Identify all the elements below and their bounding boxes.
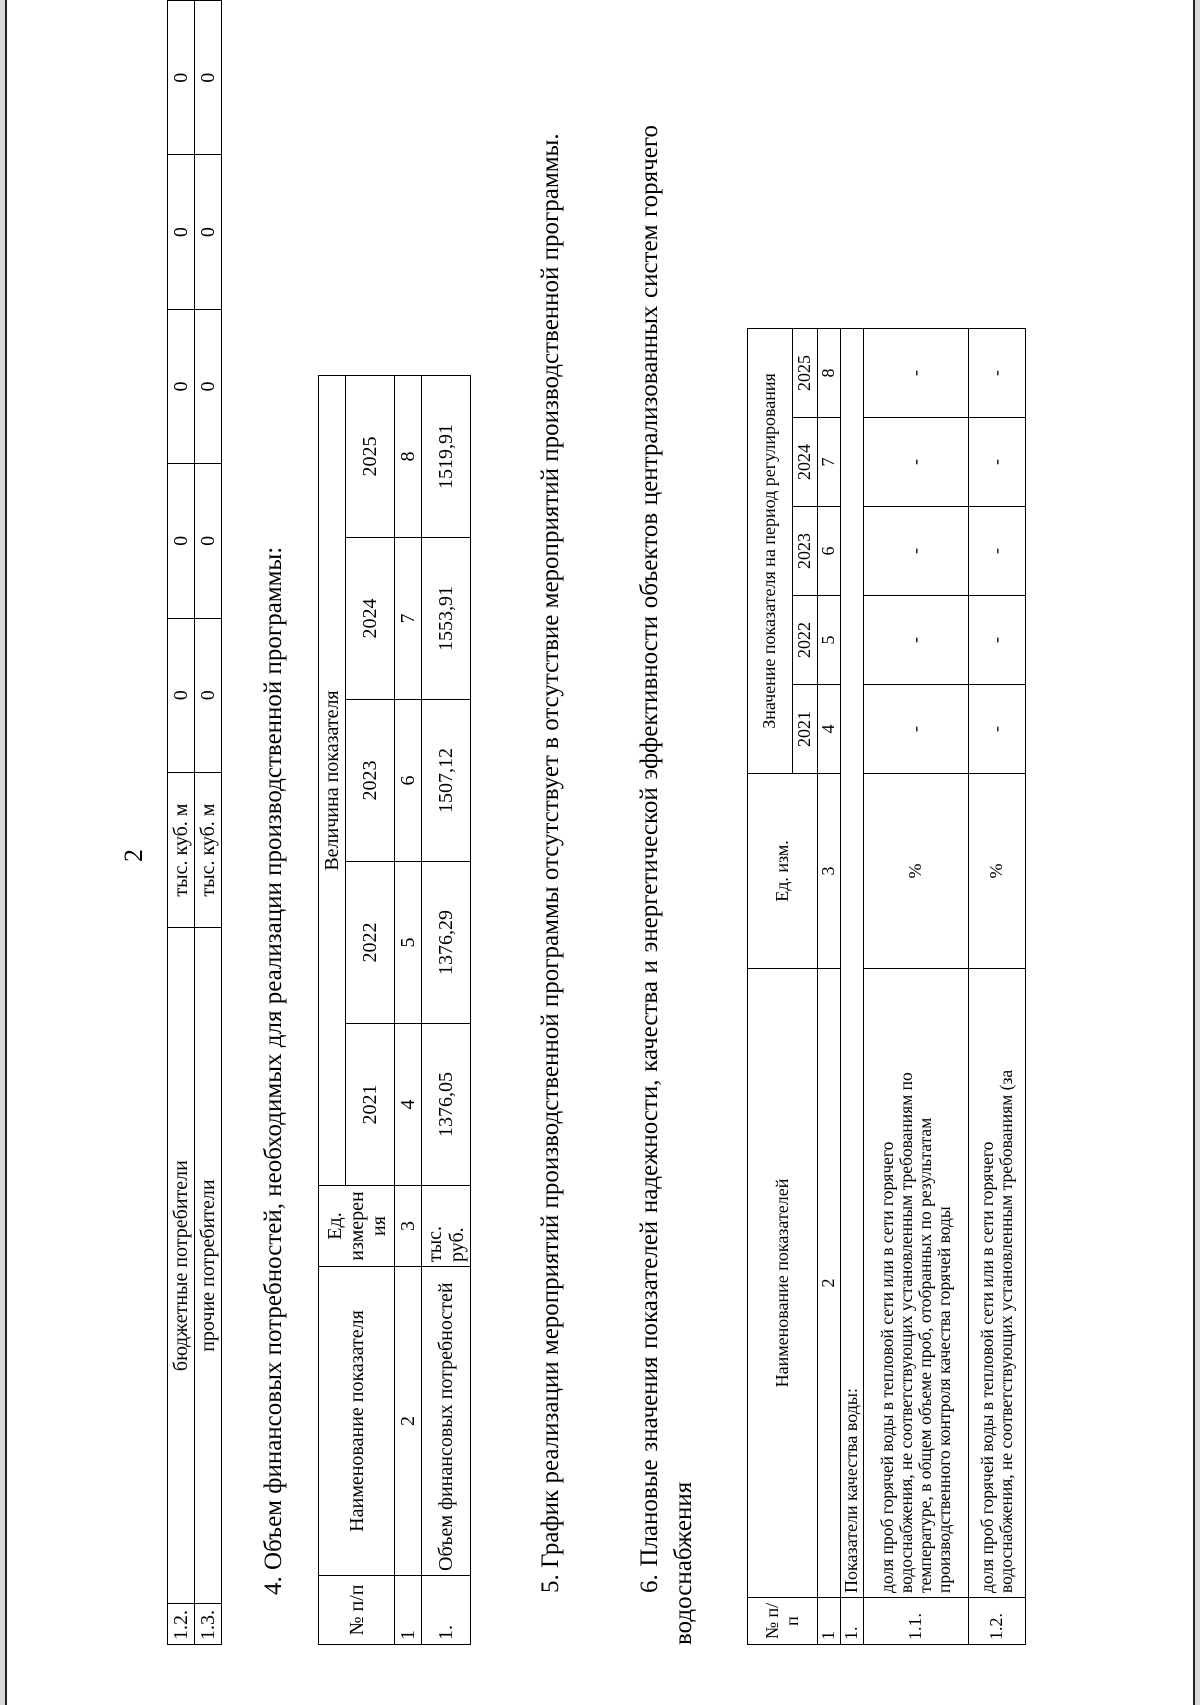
- cell-value: -: [969, 329, 1026, 418]
- category-name: Показатели качества воды:: [841, 329, 864, 1598]
- table-index-row: [818, 329, 841, 1645]
- row-unit: тыс. куб. м: [195, 772, 222, 927]
- index-cell: 8: [818, 329, 841, 418]
- index-cell: 4: [818, 685, 841, 774]
- row-name: [864, 969, 969, 1598]
- cell-value: 0: [195, 309, 222, 463]
- index-cell: 1: [395, 1576, 422, 1645]
- index-cell: 3: [818, 774, 841, 969]
- header-num: № п/п: [319, 1576, 395, 1645]
- section-5-text: 5. График реализации мероприятий производственной программы отсутствует в отсутствие мероприятий производственной программы.: [537, 133, 564, 1593]
- cell-value: -: [969, 418, 1026, 507]
- cell-value: 0: [195, 464, 222, 618]
- index-cell: 4: [395, 1024, 422, 1186]
- cell-value: 0: [168, 155, 195, 309]
- table-header-row: [748, 329, 793, 1645]
- header-num: № п/п: [748, 1598, 818, 1645]
- row-name-line: водоснабжения, не соответствующих установленным требованиям по: [895, 1072, 916, 1593]
- table-index-row: [395, 376, 422, 1645]
- header-year: 2023: [346, 700, 395, 862]
- cell-value: 0: [195, 1, 222, 155]
- header-unit: Ед. изм.: [748, 774, 818, 969]
- section-6-text: 6. Плановые значения показателей надежности, качества и энергетической эффективности объектов централизованных систем горячего водоснабжения: [636, 125, 697, 1645]
- index-cell: 6: [818, 507, 841, 596]
- index-cell: 5: [818, 596, 841, 685]
- table-row: [864, 329, 969, 1645]
- row-name-line: водоснабжения, не соответствующих установленным требованиям (за: [996, 1069, 1016, 1593]
- row-unit: тыс. руб.: [422, 1186, 471, 1267]
- cell-value: 0: [195, 155, 222, 309]
- cell-value: -: [864, 329, 969, 418]
- table-row: [422, 376, 471, 1645]
- header-name: Наименование показателя: [319, 1267, 395, 1576]
- header-year: 2025: [793, 329, 818, 418]
- cell-value: 1519,91: [422, 376, 471, 538]
- row-unit: %: [864, 774, 969, 969]
- index-cell: 1: [818, 1598, 841, 1645]
- header-year: 2025: [346, 376, 395, 538]
- table-row: [969, 329, 1026, 1645]
- table-header-row: [319, 376, 346, 1645]
- index-cell: 7: [818, 418, 841, 507]
- cell-value: 1507,12: [422, 700, 471, 862]
- table-row: [168, 1, 195, 1645]
- row-name-line: производственного контроля качества горячей воды: [934, 1206, 955, 1593]
- row-name-line: доля проб горячей воды в тепловой сети или в сети горячего: [876, 1141, 897, 1593]
- row-number: 1.2.: [168, 1604, 195, 1645]
- cell-value: -: [969, 685, 1026, 774]
- row-name-line: температуре, в общем объеме проб, отобранных по результатам: [915, 1117, 935, 1593]
- row-number: 1.3.: [195, 1604, 222, 1645]
- table-category-row: [841, 329, 864, 1645]
- row-number: 1.1.: [864, 1598, 969, 1645]
- cell-value: 0: [168, 618, 195, 772]
- row-number: 1.: [841, 1598, 864, 1645]
- financial-needs-table: [318, 375, 471, 1645]
- header-group: Величина показателя: [319, 376, 346, 1186]
- cell-value: -: [969, 507, 1026, 596]
- header-year: 2021: [346, 1024, 395, 1186]
- header-year: 2022: [793, 596, 818, 685]
- cell-value: -: [864, 507, 969, 596]
- row-name: бюджетные потребители: [168, 928, 195, 1604]
- page-number: 2: [119, 849, 148, 862]
- row-name: Объем финансовых потребностей: [422, 1267, 471, 1576]
- header-year: 2021: [793, 685, 818, 774]
- index-cell: 3: [395, 1186, 422, 1267]
- header-unit: Ед. измерен ия: [319, 1186, 395, 1267]
- cell-value: 0: [168, 464, 195, 618]
- header-year: 2024: [346, 538, 395, 700]
- header-year: 2023: [793, 507, 818, 596]
- cell-value: -: [864, 685, 969, 774]
- cell-value: 0: [168, 309, 195, 463]
- index-cell: 2: [818, 969, 841, 1598]
- cell-value: 1376,05: [422, 1024, 471, 1186]
- quality-indicators-table: [747, 328, 1026, 1645]
- cell-value: -: [864, 596, 969, 685]
- index-cell: 2: [395, 1267, 422, 1576]
- rotated-page-content: [7, 0, 1197, 1705]
- section-4-heading: 4. Объем финансовых потребностей, необходимых для реализации производственной программы:: [260, 546, 287, 1595]
- table-row: [195, 1, 222, 1645]
- consumption-table: [167, 0, 222, 1645]
- cell-value: 0: [195, 618, 222, 772]
- row-name: [969, 969, 1026, 1598]
- index-cell: 5: [395, 862, 422, 1024]
- cell-value: 1553,91: [422, 538, 471, 700]
- row-name: прочие потребители: [195, 928, 222, 1604]
- row-number: 1.: [422, 1576, 471, 1645]
- header-name: Наименование показателей: [748, 969, 818, 1598]
- cell-value: 0: [168, 1, 195, 155]
- row-unit: тыс. куб. м: [168, 772, 195, 927]
- cell-value: -: [864, 418, 969, 507]
- header-year: 2022: [346, 862, 395, 1024]
- row-unit: %: [969, 774, 1026, 969]
- cell-value: -: [969, 596, 1026, 685]
- cell-value: 1376,29: [422, 862, 471, 1024]
- header-year: 2024: [793, 418, 818, 507]
- index-cell: 6: [395, 700, 422, 862]
- row-name-line: доля проб горячей воды в тепловой сети или в сети горячего: [976, 1141, 997, 1593]
- index-cell: 7: [395, 538, 422, 700]
- header-group: Значение показателя на период регулирования: [748, 329, 793, 774]
- index-cell: 8: [395, 376, 422, 538]
- row-number: 1.2.: [969, 1598, 1026, 1645]
- document-page: [5, 0, 1195, 1705]
